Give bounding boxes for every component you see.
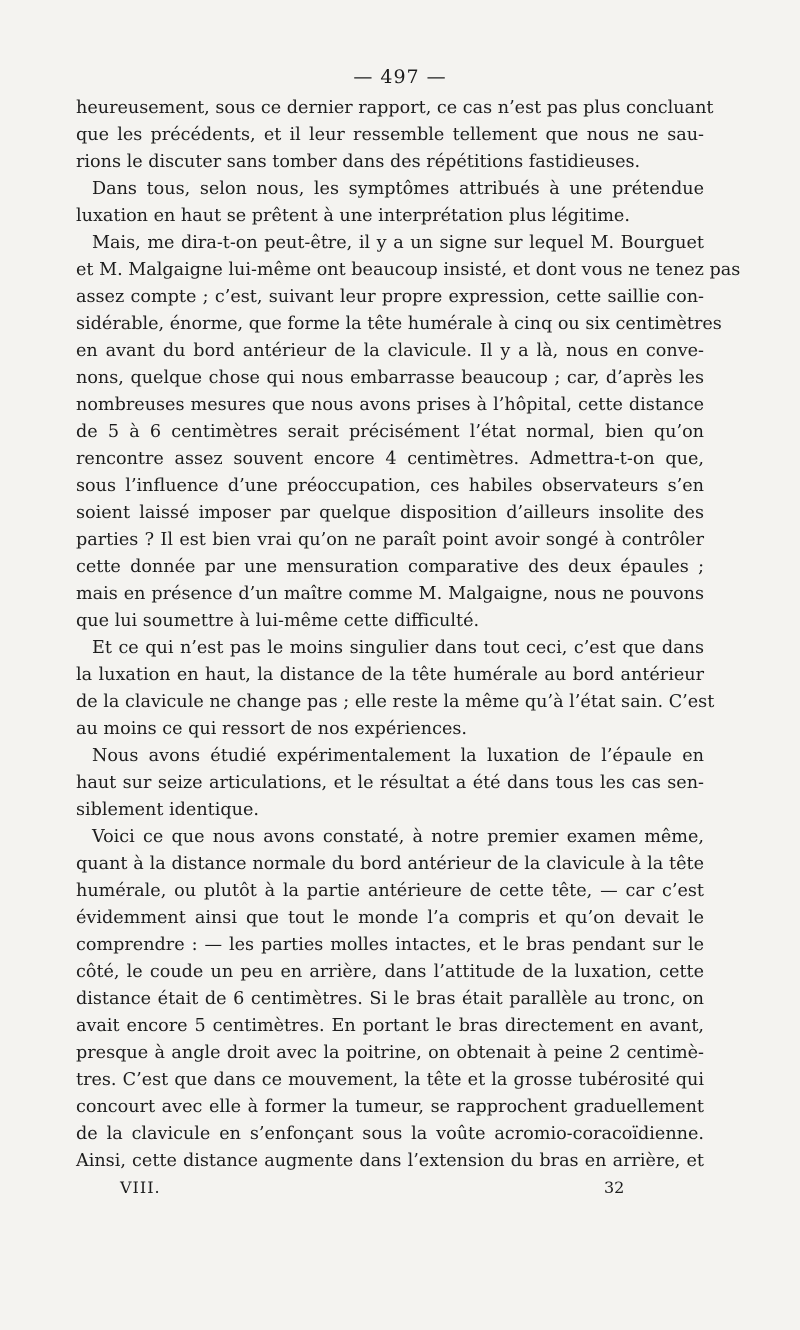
text-line: tres. C’est que dans ce mouvement, la tête et la grosse tubérosité qui xyxy=(76,1070,704,1090)
text-line: rions le discuter sans tomber dans des répétitions fastidieuses. xyxy=(76,152,641,172)
text-line: nombreuses mesures que nous avons prises à l’hôpital, cette distance xyxy=(76,395,704,415)
text-line: côté, le coude un peu en arrière, dans l’attitude de la luxation, cette xyxy=(76,962,704,982)
text-line: quant à la distance normale du bord antérieur de la clavicule à la tête xyxy=(76,854,704,874)
text-line: distance était de 6 centimètres. Si le bras était parallèle au tronc, on xyxy=(76,989,704,1009)
text-line: presque à angle droit avec la poitrine, on obtenait à peine 2 centimè- xyxy=(76,1043,704,1063)
text-line: humérale, ou plutôt à la partie antérieure de cette tête, — car c’est xyxy=(76,881,704,901)
text-line: parties ? Il est bien vrai qu’on ne paraît point avoir songé à contrôler xyxy=(76,530,704,550)
text-line: heureusement, sous ce dernier rapport, ce cas n’est pas plus concluant xyxy=(76,98,714,118)
text-line: rencontre assez souvent encore 4 centimètres. Admettra-t-on que, xyxy=(76,449,704,469)
text-line: de 5 à 6 centimètres serait précisément l’état normal, bien qu’on xyxy=(76,422,704,442)
text-line: luxation en haut se prêtent à une interprétation plus légitime. xyxy=(76,206,630,226)
text-line: assez compte ; c’est, suivant leur propre expression, cette saillie con- xyxy=(76,287,704,307)
text-line: Voici ce que nous avons constaté, à notre premier examen même, xyxy=(92,827,704,847)
text-line: la luxation en haut, la distance de la tête humérale au bord antérieur xyxy=(76,665,704,685)
signature-mark: 32 xyxy=(604,1178,625,1197)
text-line: soient laissé imposer par quelque disposition d’ailleurs insolite des xyxy=(76,503,704,523)
text-line: de la clavicule ne change pas ; elle reste la même qu’à l’état sain. C’est xyxy=(76,692,715,712)
text-line: cette donnée par une mensuration comparative des deux épaules ; xyxy=(76,557,704,577)
text-line: avait encore 5 centimètres. En portant le bras directement en avant, xyxy=(76,1016,704,1036)
page-footer xyxy=(0,1178,800,1202)
text-line: Mais, me dira-t-on peut-être, il y a un signe sur lequel M. Bourguet xyxy=(92,233,704,253)
text-line: de la clavicule en s’enfonçant sous la voûte acromio-coracoïdienne. xyxy=(76,1124,704,1144)
text-line: en avant du bord antérieur de la clavicule. Il y a là, nous en conve- xyxy=(76,341,704,361)
text-line: que les précédents, et il leur ressemble tellement que nous ne sau- xyxy=(76,125,704,145)
text-line: sous l’influence d’une préoccupation, ces habiles observateurs s’en xyxy=(76,476,704,496)
text-line: au moins ce qui ressort de nos expériences. xyxy=(76,719,467,739)
text-line: siblement identique. xyxy=(76,800,259,820)
text-line: nons, quelque chose qui nous embarrasse beaucoup ; car, d’après les xyxy=(76,368,704,388)
text-line: sidérable, énorme, que forme la tête humérale à cinq ou six centimètres xyxy=(76,314,722,334)
page-number: — 497 — xyxy=(353,66,447,88)
text-line: Dans tous, selon nous, les symptômes attribués à une prétendue xyxy=(92,179,704,199)
text-line: mais en présence d’un maître comme M. Malgaigne, nous ne pouvons xyxy=(76,584,704,604)
text-line: concourt avec elle à former la tumeur, se rapprochent graduellement xyxy=(76,1097,704,1117)
page-body xyxy=(76,95,741,1175)
text-line: Nous avons étudié expérimentalement la luxation de l’épaule en xyxy=(92,746,704,766)
text-line: comprendre : — les parties molles intactes, et le bras pendant sur le xyxy=(76,935,704,955)
volume-number: VIII. xyxy=(120,1178,161,1197)
text-line: Et ce qui n’est pas le moins singulier dans tout ceci, c’est que dans xyxy=(92,638,704,658)
text-line: que lui soumettre à lui-même cette difficulté. xyxy=(76,611,480,631)
text-line: Ainsi, cette distance augmente dans l’extension du bras en arrière, et xyxy=(76,1151,704,1171)
text-line: et M. Malgaigne lui-même ont beaucoup insisté, et dont vous ne tenez pas xyxy=(76,260,741,280)
text-line: haut sur seize articulations, et le résultat a été dans tous les cas sen- xyxy=(76,773,704,793)
text-line: évidemment ainsi que tout le monde l’a compris et qu’on devait le xyxy=(76,908,704,928)
